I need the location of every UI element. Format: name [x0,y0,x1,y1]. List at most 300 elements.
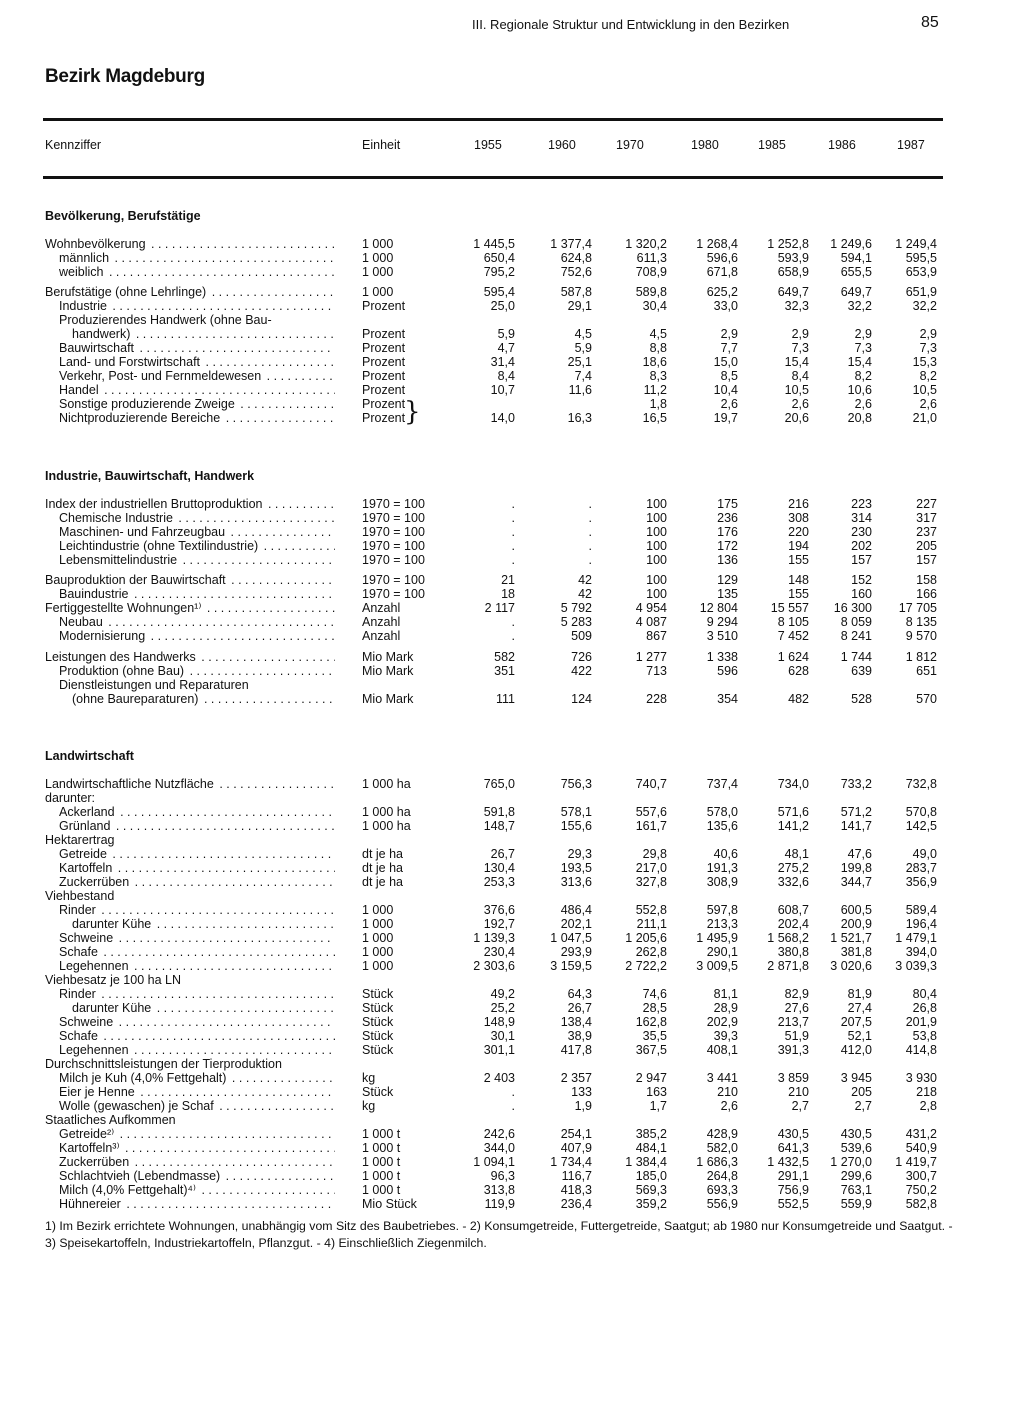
cell-1985: 571,6 [777,805,809,819]
cell-1985: 2,6 [791,397,809,411]
row-label [59,251,335,265]
cell-1970: 867 [646,629,667,643]
cell-1955: . [511,497,515,511]
cell-1955: . [511,629,515,643]
cell-1980: 136 [717,553,738,567]
table-row [0,650,1024,664]
cell-1987: 26,8 [912,1001,937,1015]
row-label-text: Lebensmittelindustrie [59,553,178,567]
cell-1980: 8,5 [720,369,738,383]
cell-1955: 119,9 [484,1197,515,1211]
cell-1955: 31,4 [490,355,515,369]
row-label-text: Grünland [59,819,111,833]
cell-1970: 211,1 [636,917,667,931]
row-label [45,777,335,791]
cell-1987: 8,2 [919,369,937,383]
cell-1986: 16 300 [833,601,872,615]
column-header-1955: 1955 [474,138,502,152]
table-row [0,1127,1024,1141]
cell-1955: 10,7 [490,383,515,397]
cell-1987: 15,3 [912,355,937,369]
cell-1955: 765,0 [483,777,515,791]
cell-1970: 162,8 [635,1015,667,1029]
cell-1986: 2,9 [854,327,872,341]
table-row [0,1183,1024,1197]
row-label [59,1043,335,1057]
cell-1985: 194 [788,539,809,553]
cell-1980: 1 268,4 [696,237,738,251]
cell-1960: 422 [571,664,592,678]
cell-1985: 7,3 [791,341,809,355]
row-label [59,1155,335,1169]
row-label-text: Modernisierung [59,629,146,643]
cell-1986: 381,8 [840,945,872,959]
cell-1980: 737,4 [706,777,738,791]
row-label-text: Legehennen [59,959,129,973]
table-row [0,539,1024,553]
cell-1980: 175 [717,497,738,511]
table-row [0,917,1024,931]
row-label [59,1141,335,1155]
cell-1987: 201,9 [905,1015,937,1029]
cell-1955: 148,7 [483,819,515,833]
row-label-text: Getreide [59,847,107,861]
row-label [59,861,335,875]
table-row [0,1141,1024,1155]
cell-1970: 8,3 [649,369,667,383]
cell-1970: 8,8 [649,341,667,355]
cell-1955: 301,1 [483,1043,515,1057]
cell-1960: 29,1 [567,299,592,313]
column-header-1986: 1986 [828,138,856,152]
cell-1986: 47,6 [847,847,872,861]
cell-1987: 196,4 [905,917,937,931]
cell-1970: 228 [646,692,667,706]
cell-1955: 351 [494,664,515,678]
cell-1970: 74,6 [642,987,667,1001]
table-row [0,1001,1024,1015]
cell-1955: 14,0 [490,411,515,425]
table-row [0,1043,1024,1057]
row-label-text: Chemische Industrie [59,511,173,525]
cell-1986: 157 [851,553,872,567]
cell-1960: 624,8 [560,251,592,265]
table-row [0,875,1024,889]
cell-1960: 26,7 [567,1001,592,1015]
row-unit: Prozent [362,327,406,341]
row-unit: 1970 = 100 [362,539,425,553]
cell-1960: . [588,525,592,539]
cell-1985: 1 624 [777,650,809,664]
table-row [0,973,1024,987]
row-label-text: Viehbesatz je 100 ha LN [45,973,181,987]
cell-1980: 597,8 [706,903,738,917]
row-label-text: Kartoffeln [59,861,113,875]
cell-1987: 237 [916,525,937,539]
cell-1970: 100 [646,553,667,567]
row-label [59,355,335,369]
cell-1987: 3 039,3 [895,959,937,973]
cell-1970: 100 [646,539,667,553]
row-label [45,601,335,615]
table-row [0,1099,1024,1113]
cell-1986: 8,2 [854,369,872,383]
cell-1955: . [511,525,515,539]
cell-1955: 795,2 [483,265,515,279]
cell-1955: 230,4 [483,945,515,959]
cell-1980: 556,9 [706,1197,738,1211]
cell-1955: 242,6 [483,1127,515,1141]
cell-1980: 3 510 [706,629,738,643]
row-label-text: darunter: [45,791,96,805]
cell-1987: 158 [916,573,937,587]
cell-1985: 51,9 [784,1029,809,1043]
table-row [0,615,1024,629]
cell-1980: 10,4 [713,383,738,397]
cell-1980: 2,9 [720,327,738,341]
table-row [0,987,1024,1001]
row-label [45,237,335,251]
row-label-text: Kartoffeln³⁾ [59,1141,120,1155]
row-unit: Mio Mark [362,692,414,706]
row-label-text: Schweine [59,931,114,945]
row-label [59,903,335,917]
cell-1987: 53,8 [912,1029,937,1043]
row-unit: 1 000 ha [362,819,411,833]
cell-1980: 12 804 [699,601,738,615]
table-row [0,959,1024,973]
cell-1987: 653,9 [905,265,937,279]
cell-1970: 4 954 [635,601,667,615]
row-label [59,629,335,643]
row-unit: Stück [362,1015,394,1029]
row-label [59,1197,335,1211]
cell-1980: 354 [717,692,738,706]
cell-1987: 1 479,1 [895,931,937,945]
cell-1985: 155 [788,553,809,567]
row-label-text: Milch (4,0% Fettgehalt)⁴⁾ [59,1183,196,1197]
row-label-text: Staatliches Aufkommen [45,1113,176,1127]
row-label [59,805,335,819]
cell-1980: 28,9 [713,1001,738,1015]
cell-1987: 317 [916,511,937,525]
table-row [0,1113,1024,1127]
cell-1970: 11,2 [643,383,667,397]
cell-1980: 210 [717,1085,738,1099]
cell-1987: 80,4 [912,987,937,1001]
section-heading: Industrie, Bauwirtschaft, Handwerk [45,469,255,483]
row-label-text: Bauproduktion der Bauwirtschaft [45,573,226,587]
cell-1986: 202 [851,539,872,553]
row-label-text: Land- und Forstwirtschaft [59,355,201,369]
cell-1987: 218 [916,1085,937,1099]
row-label [72,327,335,341]
cell-1955: 1 139,3 [473,931,515,945]
cell-1985: 628 [788,664,809,678]
cell-1985: 593,9 [777,251,809,265]
row-label [45,1113,365,1127]
table-row [0,1085,1024,1099]
cell-1970: 35,5 [642,1029,667,1043]
cell-1960: 293,9 [560,945,592,959]
row-label-text: weiblich [59,265,104,279]
cell-1986: 299,6 [840,1169,872,1183]
cell-1955: 253,3 [483,875,515,889]
cell-1980: 264,8 [706,1169,738,1183]
table-row [0,1029,1024,1043]
table-row [0,1197,1024,1211]
table-row [0,383,1024,397]
row-unit: 1 000 [362,931,394,945]
row-label-text: Sonstige produzierende Zweige [59,397,235,411]
cell-1960: 486,4 [560,903,592,917]
cell-1980: 15,0 [713,355,738,369]
cell-1970: 611,3 [636,251,667,265]
cell-1960: 2 357 [560,1071,592,1085]
row-label [59,1183,335,1197]
cell-1970: 28,5 [642,1001,667,1015]
table-row [0,355,1024,369]
row-label-text: Hühnereier [59,1197,121,1211]
row-unit: 1 000 t [362,1155,401,1169]
cell-1960: 116,7 [561,1169,592,1183]
cell-1960: 313,6 [560,875,592,889]
cell-1986: 2,7 [854,1099,872,1113]
cell-1980: 33,0 [713,299,738,313]
cell-1987: 2,9 [919,327,937,341]
cell-1985: 15 557 [770,601,809,615]
cell-1986: 15,4 [847,355,872,369]
cell-1960: 42 [578,573,592,587]
cell-1960: 3 159,5 [550,959,592,973]
row-label-text: Zuckerrüben [59,1155,130,1169]
cell-1980: 1 686,3 [696,1155,738,1169]
cell-1960: 1 047,5 [550,931,592,945]
cell-1986: 639 [851,664,872,678]
cell-1970: 1 384,4 [625,1155,667,1169]
cell-1970: 163 [646,1085,667,1099]
cell-1980: 7,7 [720,341,738,355]
cell-1987: 10,5 [912,383,937,397]
row-unit: Prozent [362,299,406,313]
row-unit: Mio Stück [362,1197,417,1211]
cell-1960: 5 792 [560,601,592,615]
cell-1960: 418,3 [560,1183,592,1197]
cell-1985: 608,7 [777,903,809,917]
table-row [0,889,1024,903]
cell-1985: 2 871,8 [767,959,809,973]
cell-1985: 155 [788,587,809,601]
rule-top [43,118,943,121]
row-label-text: Nichtproduzierende Bereiche [59,411,221,425]
cell-1986: 600,5 [840,903,872,917]
row-label [59,615,335,629]
row-unit: 1 000 [362,903,394,917]
cell-1955: 344,0 [483,1141,515,1155]
cell-1970: 4,5 [649,327,667,341]
table-row [0,497,1024,511]
cell-1985: 8 105 [777,615,809,629]
cell-1987: 32,2 [912,299,937,313]
table-row [0,525,1024,539]
cell-1960: 29,3 [567,847,592,861]
cell-1960: 1,9 [574,1099,592,1113]
cell-1960: 726 [571,650,592,664]
table-row [0,327,1024,341]
row-label [59,847,335,861]
row-label [72,917,335,931]
table-row [0,1057,1024,1071]
cell-1955: 111 [495,692,515,706]
row-unit: 1 000 t [362,1183,401,1197]
cell-1970: 16,5 [642,411,667,425]
cell-1970: 367,5 [635,1043,667,1057]
cell-1970: 1,7 [649,1099,667,1113]
cell-1955: 18 [501,587,515,601]
row-unit: Anzahl [362,601,401,615]
row-unit: kg [362,1071,376,1085]
cell-1955: 25,2 [490,1001,515,1015]
cell-1987: 2,8 [919,1099,937,1113]
cell-1970: 100 [646,587,667,601]
row-unit: Prozent [362,341,406,355]
cell-1985: 32,3 [784,299,809,313]
cell-1987: 227 [916,497,937,511]
cell-1986: 1 249,6 [830,237,872,251]
row-label [59,411,335,425]
cell-1987: 205 [916,539,937,553]
cell-1955: 2 403 [483,1071,515,1085]
cell-1980: 129 [717,573,738,587]
cell-1985: 141,2 [777,819,809,833]
cell-1980: 135 [717,587,738,601]
cell-1986: 344,7 [840,875,872,889]
cell-1986: 539,6 [840,1141,872,1155]
cell-1960: 1 377,4 [550,237,592,251]
cell-1987: 21,0 [912,411,937,425]
cell-1987: 431,2 [905,1127,937,1141]
table-row [0,819,1024,833]
cell-1987: 356,9 [905,875,937,889]
row-label [59,1029,335,1043]
table-row [0,397,1024,411]
row-label [59,1071,335,1085]
table-row [0,313,1024,327]
row-label-text: Berufstätige (ohne Lehrlinge) [45,285,207,299]
table-row [0,931,1024,945]
row-label [59,587,335,601]
cell-1980: 236 [717,511,738,525]
row-label [59,945,335,959]
row-label-text: handwerk) [72,327,131,341]
cell-1985: 332,6 [777,875,809,889]
cell-1986: 733,2 [840,777,872,791]
row-label-text: Wohnbevölkerung [45,237,146,251]
cell-1980: 578,0 [706,805,738,819]
table-row [0,903,1024,917]
cell-1955: 313,8 [483,1183,515,1197]
cell-1970: 2 722,2 [625,959,667,973]
cell-1986: 3 945 [840,1071,872,1085]
cell-1987: 300,7 [905,1169,937,1183]
cell-1987: 394,0 [905,945,937,959]
cell-1980: 308,9 [706,875,738,889]
row-unit: 1 000 t [362,1127,401,1141]
table-row [0,805,1024,819]
row-unit: Mio Mark [362,664,414,678]
cell-1960: 578,1 [560,805,592,819]
cell-1955: 2 303,6 [473,959,515,973]
row-label [45,833,365,847]
cell-1985: 15,4 [784,355,809,369]
cell-1980: 39,3 [713,1029,738,1043]
row-label [59,369,335,383]
row-label-text: Leistungen des Handwerks [45,650,196,664]
cell-1970: 100 [646,525,667,539]
column-header-1970: 1970 [616,138,644,152]
table-row [0,285,1024,299]
cell-1986: 528 [851,692,872,706]
row-label-text: Milch je Kuh (4,0% Fettgehalt) [59,1071,227,1085]
table-row [0,573,1024,587]
cell-1987: 8 135 [905,615,937,629]
cell-1987: 7,3 [919,341,937,355]
row-unit: 1 000 ha [362,777,411,791]
cell-1970: 740,7 [635,777,667,791]
cell-1985: 7 452 [777,629,809,643]
table-row [0,678,1024,692]
cell-1955: . [511,553,515,567]
cell-1970: 2 947 [635,1071,667,1085]
cell-1987: 651 [916,664,937,678]
cell-1955: 376,6 [483,903,515,917]
cell-1960: 1 734,4 [550,1155,592,1169]
cell-1970: 100 [646,573,667,587]
cell-1986: 230 [851,525,872,539]
row-label [59,553,335,567]
cell-1980: 81,1 [713,987,738,1001]
row-label-text: Wolle (gewaschen) je Schaf [59,1099,214,1113]
cell-1970: 552,8 [635,903,667,917]
row-unit: Prozent [362,355,406,369]
table-row [0,1071,1024,1085]
cell-1980: 693,3 [706,1183,738,1197]
footnote: 1) Im Bezirk errichtete Wohnungen, unabhängig vom Sitz des Baubetriebes. - 2) Konsumgetreide, Futtergetreide, Saatgut; ab 1980 nur Konsumgetreide und Saatgut. - 3) Speisekartoffeln, Industriekartoffeln, Pflanzgut. - 4) Einschließlich Ziegenmilch. [45,1219,953,1250]
row-unit: 1970 = 100 [362,573,425,587]
row-label [59,931,335,945]
row-label [59,299,335,313]
cell-1960: . [588,497,592,511]
cell-1960: 752,6 [560,265,592,279]
row-label-text: Dienstleistungen und Reparaturen [59,678,249,692]
table-row [0,251,1024,265]
cell-1985: 220 [788,525,809,539]
cell-1960: 509 [571,629,592,643]
cell-1986: 52,1 [847,1029,872,1043]
cell-1960: 138,4 [560,1015,592,1029]
cell-1960: . [588,539,592,553]
row-label [45,791,365,805]
cell-1960: 5 283 [560,615,592,629]
table-row [0,237,1024,251]
cell-1985: 756,9 [777,1183,809,1197]
cell-1986: 1 744 [840,650,872,664]
cell-1980: 40,6 [713,847,738,861]
cell-1987: 582,8 [905,1197,937,1211]
row-label-text: Leichtindustrie (ohne Textilindustrie) [59,539,259,553]
row-label [59,1099,335,1113]
row-label [59,1015,335,1029]
